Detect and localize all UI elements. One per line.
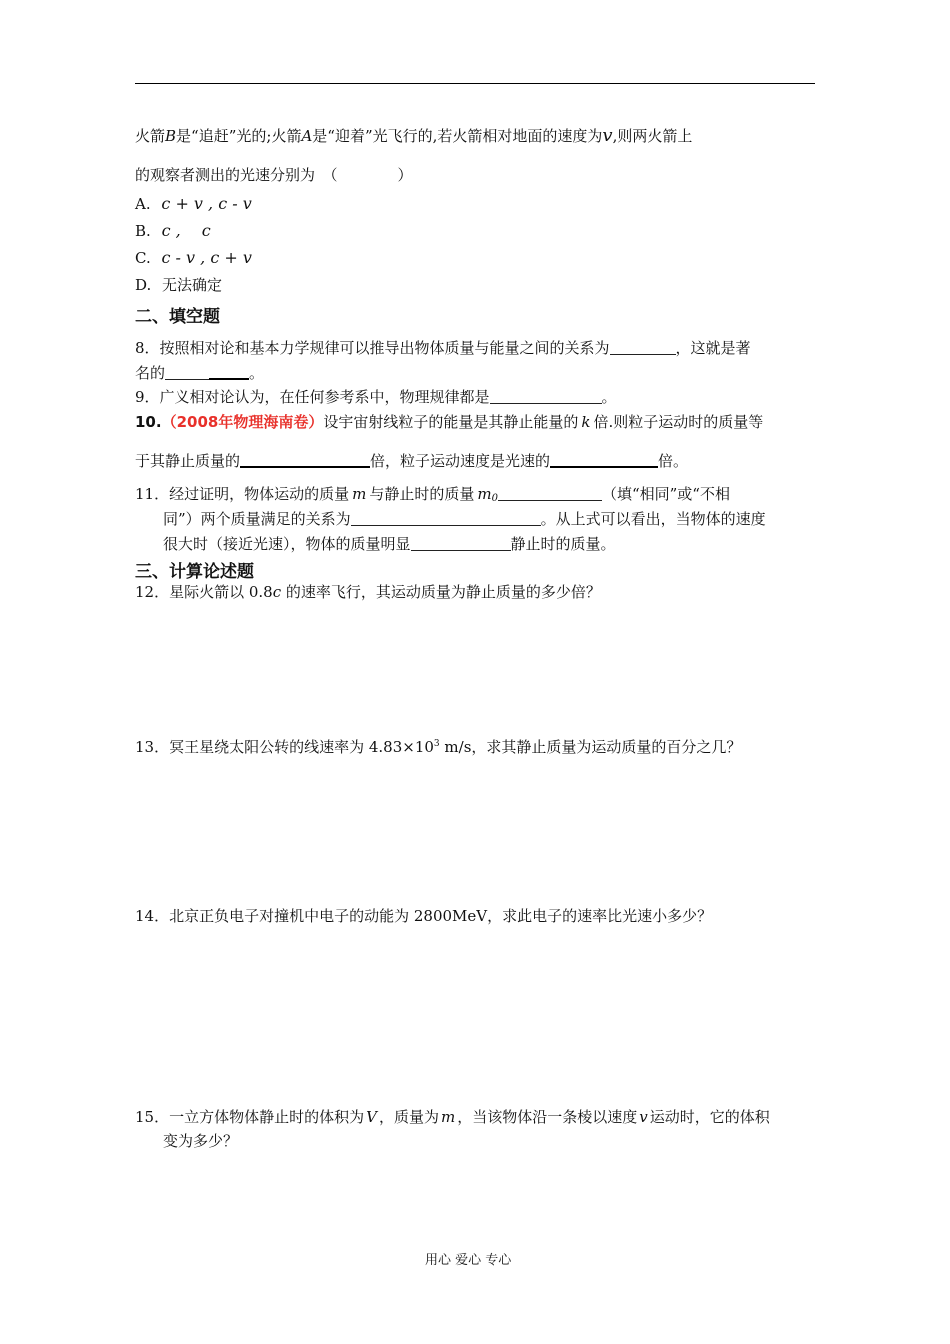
q8-text-a: 8．按照相对论和基本力学规律可以推导出物体质量与能量之间的关系为 <box>135 339 610 357</box>
option-label: D. <box>135 276 152 294</box>
q11-text-c: （填“相同”或“不相 <box>601 485 730 503</box>
velocity-symbol: v <box>639 1108 648 1126</box>
q9-text: 9．广义相对论认为，在任何参考系中，物理规律都是 <box>135 388 490 406</box>
q7-text-d: ,则两火箭上 <box>612 127 693 145</box>
option-label: B. <box>135 222 151 240</box>
mass-symbol: m <box>352 485 367 503</box>
q11-blank-3[interactable] <box>411 536 511 551</box>
section-heading-fill-blank: 二、填空题 <box>135 307 220 327</box>
q11-line3 <box>163 534 616 554</box>
q7-text-a: 火箭 <box>135 127 166 145</box>
q11-text-b: 与静止时的质量 <box>369 485 475 503</box>
q15-text-d: 运动时，它的体积 <box>649 1108 770 1126</box>
k-symbol: k <box>581 413 591 431</box>
q8-line1 <box>135 338 751 358</box>
q11-line1 <box>135 484 730 509</box>
q15-line1 <box>135 1107 770 1127</box>
q11-blank-1[interactable] <box>498 486 602 501</box>
q8-text-c: 名的 <box>135 364 166 382</box>
q15-text-a: 15．一立方体物体静止时的体积为 <box>135 1108 365 1126</box>
rest-mass-m: m <box>477 485 492 503</box>
q11-text-a: 11．经过证明，物体运动的质量 <box>135 485 350 503</box>
q7-option-a[interactable] <box>135 194 252 214</box>
q7-text-c: 是“迎着”光飞行的,若火箭相对地面的速度为 <box>312 127 603 145</box>
section-heading-calculation: 三、计算论述题 <box>135 562 254 582</box>
q15-text-b: ，质量为 <box>378 1108 439 1126</box>
q12 <box>135 582 601 602</box>
q8-line2 <box>135 363 264 383</box>
q8-blank-2a[interactable] <box>165 365 209 380</box>
q7-line2: 的观察者测出的光速分别为 （ ） <box>135 166 413 184</box>
q7-option-b[interactable] <box>135 221 211 241</box>
option-text: c , c <box>161 221 211 240</box>
rocket-a-label: A <box>301 127 313 145</box>
header-rule <box>135 83 815 84</box>
q10-line1 <box>135 412 763 432</box>
q8-blank-1[interactable] <box>610 340 676 355</box>
q10-blank-2[interactable] <box>550 452 658 468</box>
velocity-symbol: v <box>602 125 613 146</box>
q13-text-a: 13．冥王星绕太阳公转的线速率为 4.83×10 <box>135 738 434 756</box>
q11-text-g: 静止时的质量。 <box>510 535 616 553</box>
q10-text-e: 倍。 <box>658 452 689 470</box>
q9-blank[interactable] <box>490 389 602 404</box>
rocket-b-label: B <box>165 127 177 145</box>
q8-blank-2b[interactable] <box>209 364 249 380</box>
volume-symbol: V <box>366 1108 377 1126</box>
option-label: C. <box>135 249 151 267</box>
q10-blank-1[interactable] <box>240 452 370 468</box>
q10-line2 <box>135 451 688 471</box>
q7-line1 <box>135 126 692 146</box>
q13-exponent: 3 <box>433 739 440 749</box>
q13-text-b: m/s，求其静止质量为运动质量的百分之几？ <box>439 738 742 756</box>
q8-end: 。 <box>249 364 265 382</box>
option-text: c - v , c + v <box>161 248 252 267</box>
q9 <box>135 387 617 407</box>
option-text: c + v , c - v <box>161 194 252 213</box>
q11-text-f: 很大时（接近光速），物体的质量明显 <box>163 535 411 553</box>
q14: 14．北京正负电子对撞机中电子的动能为 2800MeV，求此电子的速率比光速小多少？ <box>135 907 713 925</box>
q8-text-b: ，这就是著 <box>675 339 751 357</box>
rest-mass-symbol <box>477 485 498 503</box>
q11-blank-2[interactable] <box>351 511 541 526</box>
q12-text-b: 的速率飞行，其运动质量为静止质量的多少倍？ <box>281 583 601 601</box>
q10-text-d: 倍，粒子运动速度是光速的 <box>370 452 551 470</box>
light-speed-symbol: c <box>272 583 282 601</box>
q13 <box>135 734 741 757</box>
q9-end: 。 <box>601 388 617 406</box>
rest-mass-subscript: 0 <box>491 493 498 504</box>
q7-option-c[interactable] <box>135 248 252 268</box>
q10-text-a: 设宇宙射线粒子的能量是其静止能量的 <box>323 413 579 431</box>
q11-line2 <box>163 509 766 529</box>
q15-line2: 变为多少？ <box>163 1132 239 1150</box>
q10-text-b: 倍.则粒子运动时的质量等 <box>593 413 764 431</box>
q7-option-d[interactable] <box>135 275 222 295</box>
q12-text-a: 12．星际火箭以 0.8 <box>135 583 273 601</box>
q15-text-c: ，当该物体沿一条棱以速度 <box>457 1108 638 1126</box>
q11-text-d: 同”）两个质量满足的关系为 <box>163 510 351 528</box>
q7-text-b: 是“追赶”光的;火箭 <box>176 127 302 145</box>
mass-symbol: m <box>440 1108 456 1126</box>
option-text: 无法确定 <box>162 276 223 294</box>
q10-source: （2008年物理海南卷） <box>161 413 324 431</box>
page-footer: 用心 爱心 专心 <box>425 1253 512 1268</box>
q10-number: 10. <box>135 413 162 431</box>
option-label: A. <box>135 195 151 213</box>
q11-text-e: 。从上式可以看出，当物体的速度 <box>540 510 766 528</box>
q10-text-c: 于其静止质量的 <box>135 452 241 470</box>
